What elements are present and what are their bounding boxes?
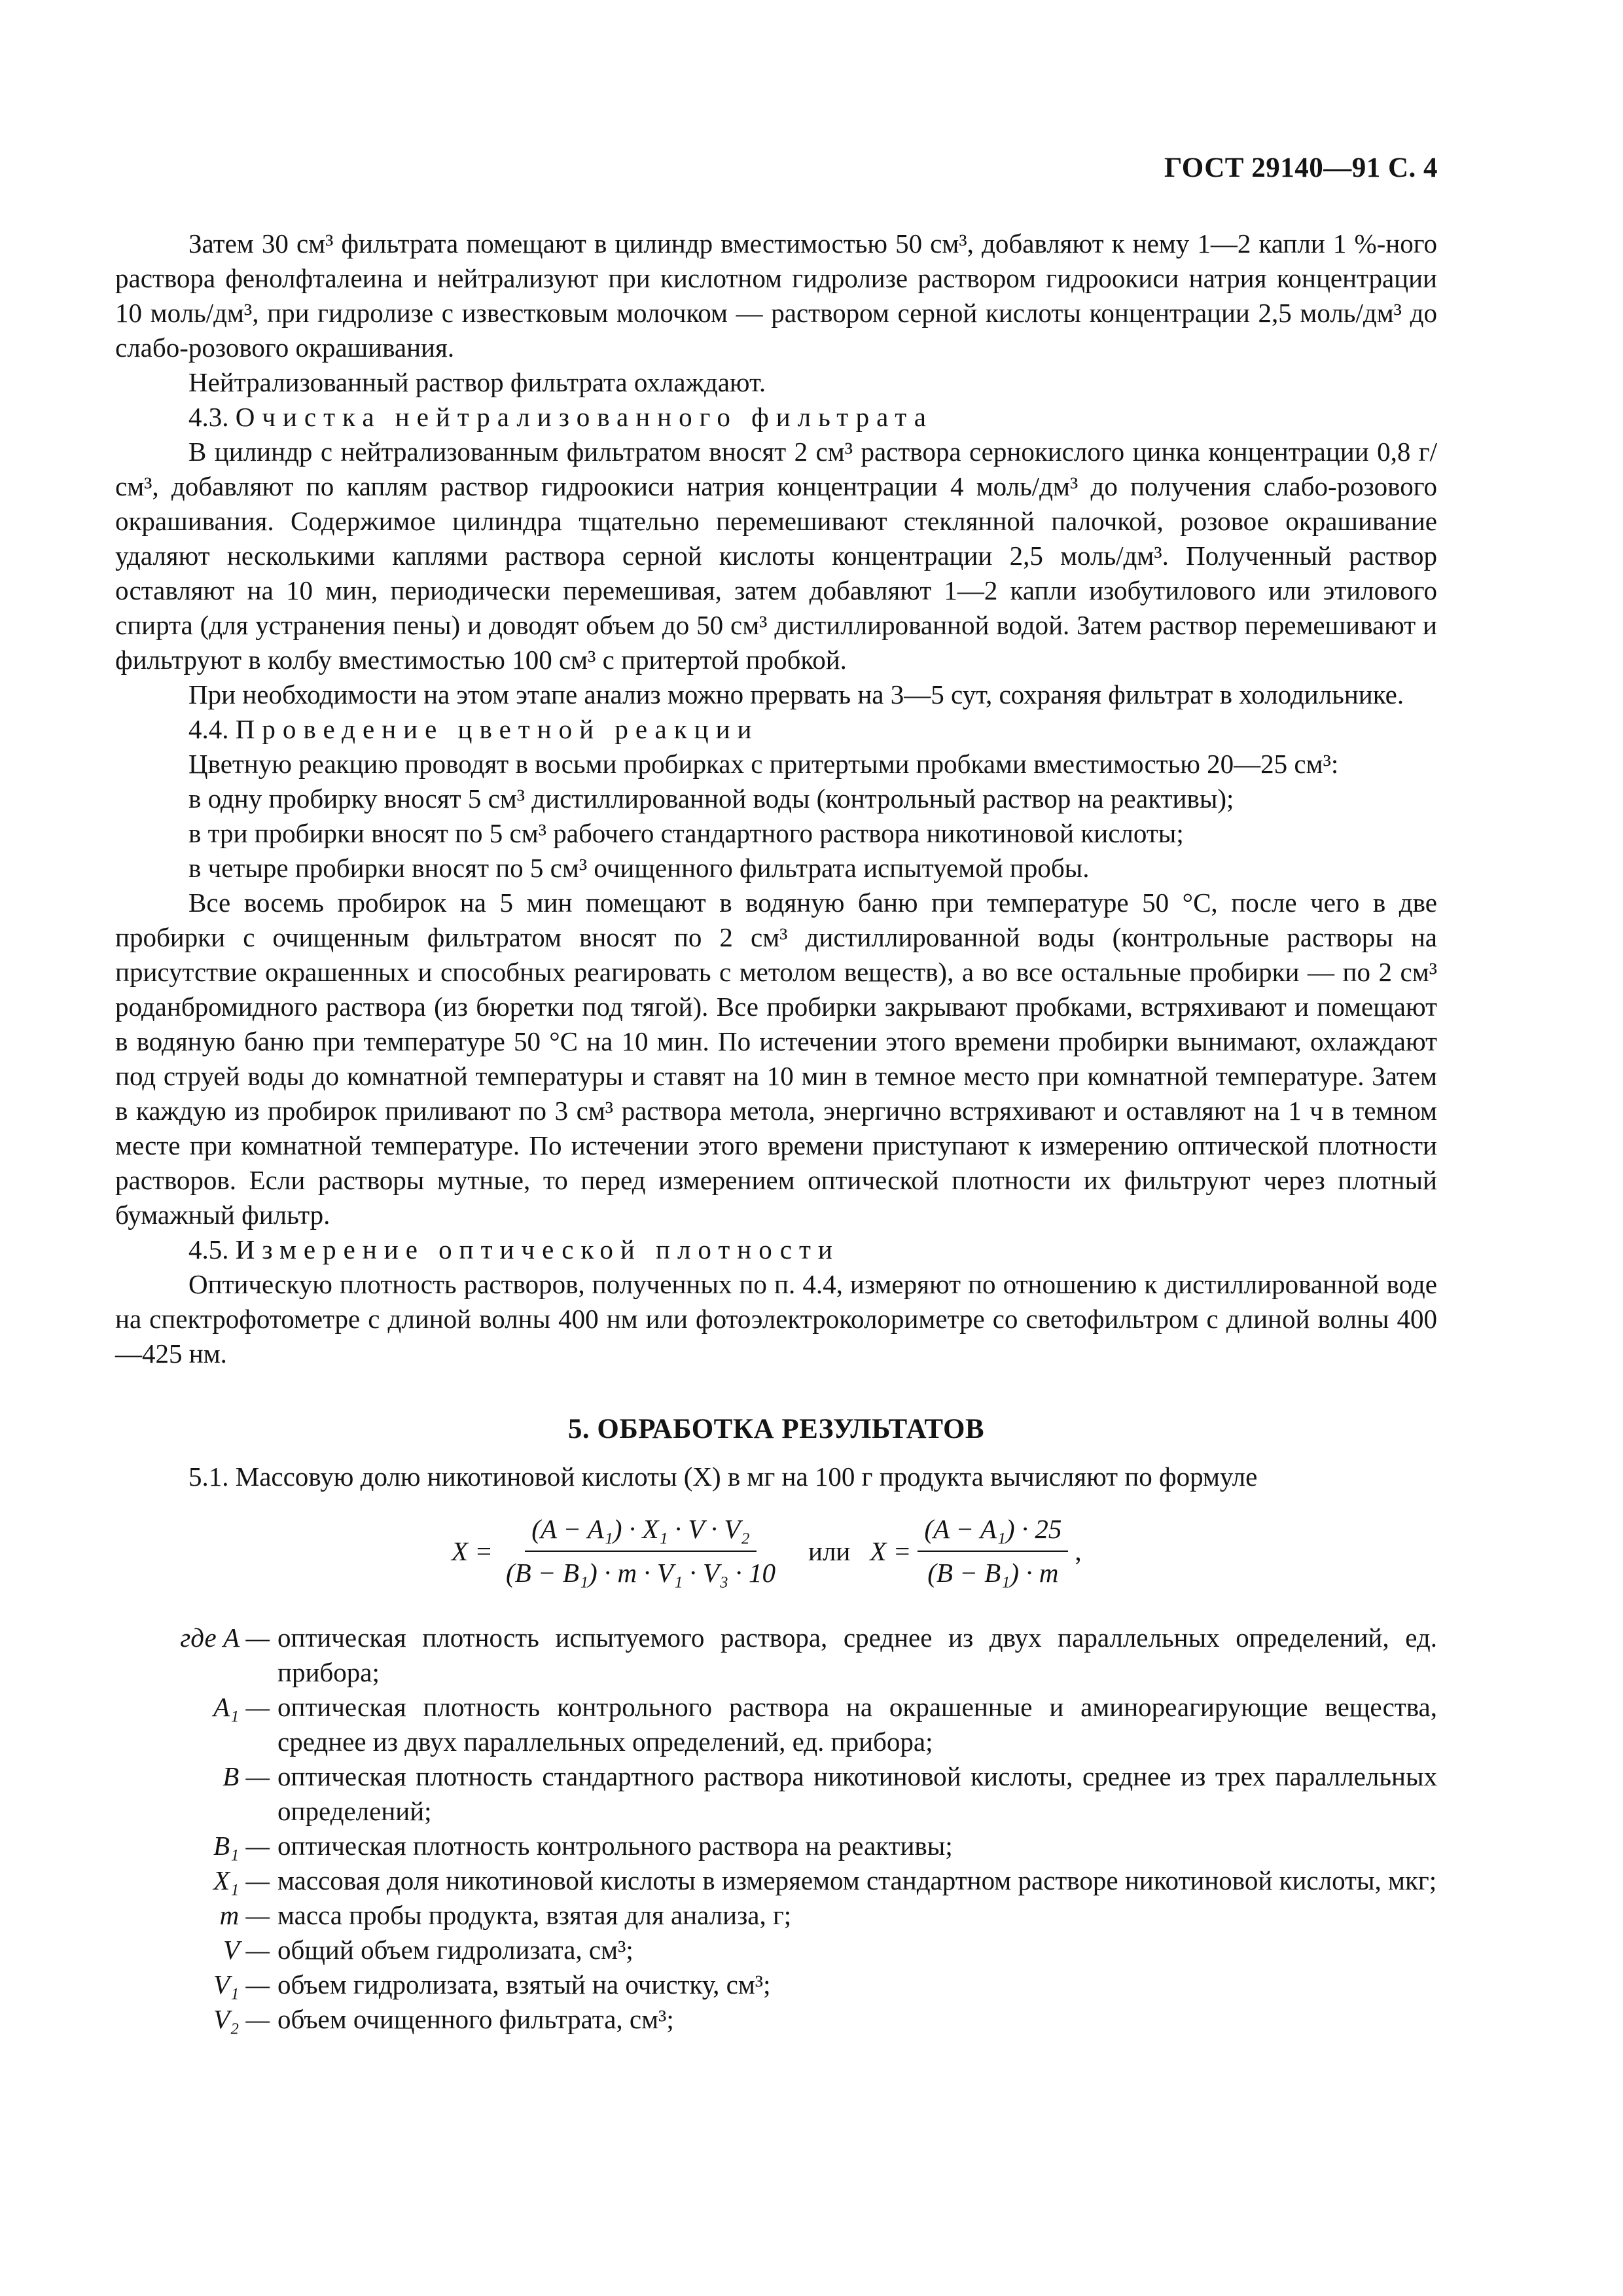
variable-symbol: V₁ — — [213, 1969, 270, 2000]
subsection-number: 4.5. — [188, 1234, 229, 1265]
definition-row — [115, 1898, 1437, 1933]
section-5-title: 5. ОБРАБОТКА РЕЗУЛЬТАТОВ — [567, 1414, 985, 1444]
variable-symbol: V — — [223, 1935, 270, 1965]
definition-row — [115, 1829, 1437, 1863]
paragraph-storage: При необходимости на этом этапе анализ можно прервать на 3—5 сут, сохраняя фильтрат в холодильнике. — [188, 679, 1404, 709]
paragraph-procedure: Все восемь пробирок на 5 мин помещают в водяную баню при температуре 50 °С, после чего в две пробирки с очищенным фильтратом вносят по 2 см³ дистиллированной воды (контрольные растворы на присутствие окрашенных и способных реагировать с метолом веществ), а во все остальные пробирки — по 2 см³ роданбромидного раствора (из бюретки под тягой). Все пробирки закрывают пробками, встряхивают и помещают в водяную баню при температуре 50 °С на 10 мин. По истечении этого времени пробирки вынимают, охлаждают под струей воды до комнатной температуры и ставят на 10 мин в темное место при комнатной температуре. Затем в каждую из пробирок приливают по 3 см³ раствора метола, энергично встряхивают и оставляют на 1 ч в темном месте при комнатной температуре. По истечении этого времени приступают к измерению оптической плотности растворов. Если растворы мутные, то перед измерением оптической плотности их фильтруют через плотный бумажный фильтр. — [115, 888, 1437, 1230]
fraction-1 — [499, 1512, 782, 1590]
variable-symbol: X₁ — — [213, 1865, 270, 1895]
list-item: в три пробирки вносят по 5 см³ рабочего стандартного раствора никотиновой кислоты; — [188, 818, 1184, 848]
variable-description: массовая доля никотиновой кислоты в измеряемом стандартном растворе никотиновой кислоты, мкг; — [277, 1865, 1437, 1895]
list-item: в четыре пробирки вносят по 5 см³ очищенного фильтрата испытуемой пробы. — [188, 853, 1090, 883]
subsection-4-3-heading — [115, 400, 1437, 435]
fraction-denominator: (B − B₁) · m · V₁ · V₃ · 10 — [505, 1558, 776, 1588]
variable-description: оптическая плотность контрольного раствора на реактивы; — [277, 1831, 953, 1861]
paragraph-cooling: Нейтрализованный раствор фильтрата охлаждают. — [188, 367, 766, 397]
definition-row — [115, 1690, 1437, 1759]
formula-comma: , — [1075, 1535, 1082, 1566]
formula — [452, 1512, 1082, 1590]
variable-description: масса пробы продукта, взятая для анализа, г; — [277, 1900, 792, 1930]
definition-row — [115, 1863, 1437, 1898]
list-item: в одну пробирку вносят 5 см³ дистиллированной воды (контрольный раствор на реактивы); — [188, 783, 1234, 814]
variable-description: оптическая плотность испытуемого раствора, среднее из двух параллельных определений, ед. прибора; — [277, 1623, 1437, 1687]
variable-description: объем гидролизата, взятый на очистку, см³; — [277, 1969, 771, 2000]
section-4-body — [115, 226, 1437, 1371]
paragraph-purification: В цилиндр с нейтрализованным фильтратом вносят 2 см³ раствора сернокислого цинка концентрации 0,8 г/см³, добавляют по каплям раствор гидроокиси натрия концентрации 4 моль/дм³ до получения слабо-розового окрашивания. Содержимое цилиндра тщательно перемешивают стеклянной палочкой, розовое окрашивание удаляют несколькими каплями раствора серной кислоты концентрации 2,5 моль/дм³. Полученный раствор оставляют на 10 мин, периодически перемешивая, затем добавляют 1—2 капли изобутилового или этилового спирта (для устранения пены) и доводят объем до 50 см³ дистиллированной водой. Затем раствор перемешивают и фильтруют в колбу вместимостью 100 см³ с притертой пробкой. — [115, 437, 1437, 675]
fraction-denominator: (B − B₁) · m — [927, 1558, 1059, 1588]
variable-symbol: B₁ — — [213, 1831, 270, 1861]
fraction-numerator: (A − A₁) · X₁ · V · V₂ — [525, 1512, 757, 1552]
variable-symbol: B — — [223, 1761, 270, 1791]
paragraph-filtrate-neutralization: Затем 30 см³ фильтрата помещают в цилиндр вместимостью 50 см³, добавляют к нему 1—2 капли 1 %-ного раствора фенолфталеина и нейтрализуют при кислотном гидролизе раствором гидроокиси натрия концентрации 10 моль/дм³, при гидролизе с известковым молочком — раствором серной кислоты концентрации 2,5 моль/дм³ до слабо-розового окрашивания. — [115, 228, 1437, 363]
paragraph-measurement: Оптическую плотность растворов, полученных по п. 4.4, измеряют по отношению к дистиллированной воде на спектрофотометре с длиной волны 400 нм или фотоэлектроколориметре со светофильтром с длиной волны 400—425 нм. — [115, 1269, 1437, 1369]
fraction-numerator: (A − A₁) · 25 — [918, 1512, 1068, 1552]
definition-row — [115, 1759, 1437, 1829]
variable-description: общий объем гидролизата, см³; — [277, 1935, 633, 1965]
variable-symbol: где A — — [180, 1623, 270, 1653]
variable-definitions — [115, 1621, 1437, 2037]
subsection-4-5-heading — [115, 1232, 1437, 1267]
subsection-title: Проведение цветной реакции — [235, 714, 759, 744]
formula-lhs: X = — [452, 1535, 493, 1566]
variable-description: оптическая плотность стандартного раствора никотиновой кислоты, среднее из трех параллельных определений; — [277, 1761, 1437, 1826]
definition-row — [115, 1621, 1437, 1690]
variable-description: оптическая плотность контрольного раствора на окрашенные и аминореагирующие вещества, среднее из двух параллельных определений, ед. прибора; — [277, 1692, 1437, 1757]
fraction-2 — [918, 1512, 1068, 1590]
definition-row — [115, 1967, 1437, 2002]
subsection-number: 4.3. — [188, 402, 229, 432]
subsection-number: 4.4. — [188, 714, 229, 744]
variable-symbol: V₂ — — [213, 2004, 270, 2034]
subsection-title: Измерение оптической плотности — [235, 1234, 840, 1265]
formula-or: или — [808, 1535, 851, 1566]
formula-intro: 5.1. Массовую долю никотиновой кислоты (X) в мг на 100 г продукта вычисляют по формуле — [188, 1462, 1258, 1492]
variable-symbol: m — — [219, 1900, 270, 1930]
paragraph-color-reaction: Цветную реакцию проводят в восьми пробирках с притертыми пробками вместимостью 20—25 см³: — [188, 749, 1339, 779]
definition-row — [115, 2002, 1437, 2037]
subsection-title: Очистка нейтрализованного фильтрата — [235, 402, 933, 432]
variable-description: объем очищенного фильтрата, см³; — [277, 2004, 674, 2034]
page-header: ГОСТ 29140—91 С. 4 — [1164, 152, 1438, 183]
subsection-4-4-heading — [115, 712, 1437, 747]
variable-symbol: A₁ — — [213, 1692, 270, 1722]
definition-row — [115, 1933, 1437, 1967]
formula-lhs-2: X = — [870, 1535, 912, 1566]
